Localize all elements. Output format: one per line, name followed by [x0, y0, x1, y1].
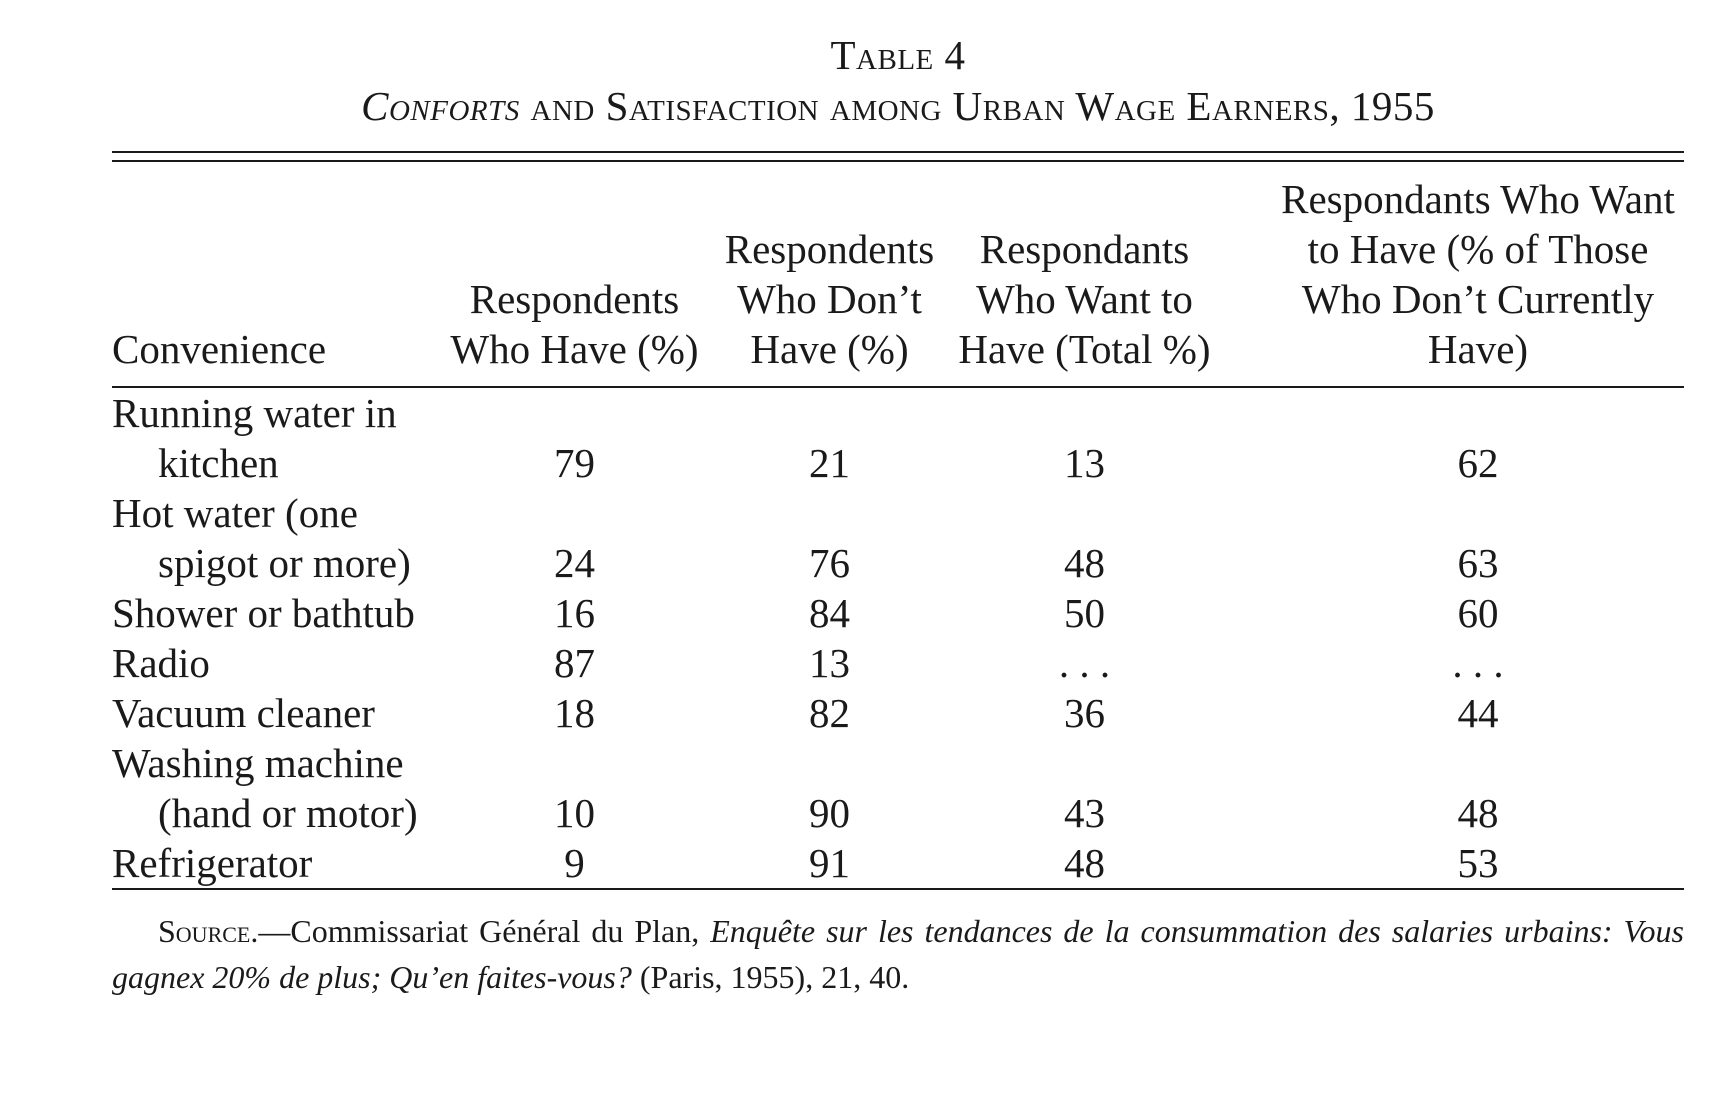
cell-want-total: 43	[1064, 790, 1105, 836]
table-row	[112, 588, 1684, 638]
row-label: Refrigerator	[112, 838, 447, 889]
cell-want-total: . . .	[1058, 640, 1111, 686]
cell-want-pct: 48	[1457, 790, 1499, 836]
cell-dont-have: 21	[809, 440, 850, 486]
source-note	[112, 908, 1684, 1000]
cell-have: 10	[554, 790, 595, 836]
col-header-want-pct: Respondants Who Want to Have (% of Those Who Don’t Currently Have)	[1212, 162, 1684, 387]
cell-want-total: 48	[957, 838, 1212, 889]
cell-dont-have: 13	[809, 640, 850, 686]
table-row	[112, 738, 1684, 838]
row-label	[112, 738, 447, 838]
cell-have: 24	[554, 540, 595, 586]
source-details: (Paris, 1955), 21, 40.	[631, 959, 910, 995]
cell-dont-have: 76	[809, 540, 850, 586]
source-label: Source.	[158, 913, 259, 949]
source-publication-title: Enquête sur les tendances de la consummation des salaries urbains: Vous gagnex 20% de plus; Qu’en faites-vous?	[112, 913, 1685, 995]
cell-want-pct: 53	[1212, 838, 1684, 889]
cell-want-pct: 62	[1457, 440, 1499, 486]
table-row	[112, 638, 1684, 688]
cell-dont-have: 91	[702, 838, 957, 889]
col-header-want-total: Respondants Who Want to Have (Total %)	[957, 162, 1212, 387]
table-row	[112, 488, 1684, 588]
row-label-line1: Running water in	[112, 390, 397, 436]
row-label-line2: spigot or more)	[158, 540, 411, 586]
data-table	[112, 162, 1684, 890]
cell-want-pct: 44	[1457, 690, 1499, 736]
table-row	[112, 387, 1684, 488]
source-text: —Commissariat Général du Plan,	[258, 913, 711, 949]
cell-want-total: 36	[1064, 690, 1105, 736]
table-title	[112, 80, 1684, 132]
cell-have: 16	[554, 590, 595, 636]
row-label	[112, 387, 447, 488]
col-header-have: Respondents Who Have (%)	[447, 162, 702, 387]
table-page	[112, 30, 1684, 1000]
cell-have: 87	[554, 640, 595, 686]
row-label-line2: (hand or motor)	[158, 790, 418, 836]
cell-dont-have: 90	[809, 790, 850, 836]
cell-have: 18	[554, 690, 595, 736]
row-label: Vacuum cleaner	[112, 690, 375, 736]
table-label: Table 4	[830, 32, 966, 78]
row-label-line1: Washing machine	[112, 740, 404, 786]
table-row	[112, 688, 1684, 738]
row-label-line1: Hot water (one	[112, 490, 358, 536]
col-header-convenience: Convenience	[112, 162, 447, 387]
row-label	[112, 488, 447, 588]
table-row	[112, 838, 1684, 889]
cell-want-total: 13	[1064, 440, 1105, 486]
cell-want-pct: 60	[1457, 590, 1499, 636]
top-double-rule	[112, 151, 1684, 162]
col-header-dont-have: Respondents Who Don’t Have (%)	[702, 162, 957, 387]
header-row	[112, 162, 1684, 387]
cell-want-pct: 63	[1457, 540, 1499, 586]
cell-want-total: 48	[1064, 540, 1105, 586]
row-label: Radio	[112, 640, 210, 686]
cell-have: 9	[447, 838, 702, 889]
cell-want-total: 50	[1064, 590, 1105, 636]
row-label: Shower or bathtub	[112, 590, 415, 636]
cell-want-pct: . . .	[1452, 640, 1504, 686]
cell-dont-have: 82	[809, 690, 850, 736]
cell-have: 79	[554, 440, 595, 486]
cell-dont-have: 84	[809, 590, 850, 636]
table-title-rest: and Satisfaction among Urban Wage Earners, 1955	[519, 83, 1435, 129]
row-label-line2: kitchen	[158, 440, 279, 486]
table-title-italic: Conforts	[361, 83, 520, 129]
